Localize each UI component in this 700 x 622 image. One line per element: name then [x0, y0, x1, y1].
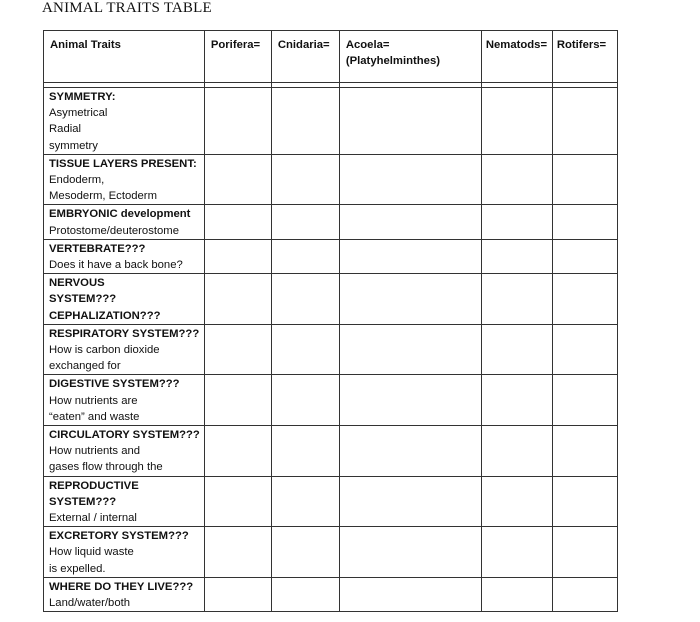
header-nematods: Nematods= [481, 31, 552, 83]
answer-cell-acoela[interactable] [339, 154, 481, 205]
trait-description: Land/water/both [49, 597, 131, 610]
answer-cell-cnidaria[interactable] [271, 527, 339, 578]
trait-description: exchanged for [49, 360, 121, 373]
answer-cell-rotifers[interactable] [552, 426, 617, 477]
trait-label-cell [44, 239, 205, 273]
answer-cell-acoela[interactable] [339, 88, 481, 155]
trait-heading: NERVOUS [49, 277, 105, 290]
answer-cell-porifera[interactable] [204, 324, 271, 375]
trait-label-cell [44, 154, 205, 205]
answer-cell-cnidaria[interactable] [271, 426, 339, 477]
trait-label-cell [44, 324, 205, 375]
trait-description: How nutrients are [49, 394, 138, 407]
answer-cell-nematods[interactable] [481, 274, 552, 325]
trait-description: How liquid waste [49, 546, 134, 559]
trait-description: Protostome/deuterostome [49, 224, 179, 237]
header-cnidaria: Cnidaria= [271, 31, 339, 83]
answer-cell-cnidaria[interactable] [271, 154, 339, 205]
answer-cell-acoela[interactable] [339, 577, 481, 611]
header-row [44, 31, 618, 83]
table-row [44, 205, 618, 239]
trait-label-cell [44, 205, 205, 239]
answer-cell-nematods[interactable] [481, 88, 552, 155]
table-row [44, 274, 618, 325]
trait-label-cell [44, 476, 205, 527]
answer-cell-porifera[interactable] [204, 239, 271, 273]
header-rotifers: Rotifers= [552, 31, 617, 83]
trait-heading: EMBRYONIC development [49, 208, 191, 221]
trait-label-cell [44, 577, 205, 611]
answer-cell-acoela[interactable] [339, 527, 481, 578]
table-row [44, 324, 618, 375]
answer-cell-porifera[interactable] [204, 577, 271, 611]
table-row [44, 426, 618, 477]
answer-cell-rotifers[interactable] [552, 476, 617, 527]
trait-heading: CEPHALIZATION??? [49, 309, 161, 322]
trait-label-cell [44, 527, 205, 578]
answer-cell-nematods[interactable] [481, 476, 552, 527]
answer-cell-rotifers[interactable] [552, 324, 617, 375]
answer-cell-rotifers[interactable] [552, 375, 617, 426]
answer-cell-cnidaria[interactable] [271, 205, 339, 239]
trait-heading: CIRCULATORY SYSTEM??? [49, 429, 200, 442]
table-row [44, 154, 618, 205]
trait-description: gases flow through the [49, 461, 163, 474]
answer-cell-nematods[interactable] [481, 205, 552, 239]
trait-heading: SYSTEM??? [49, 495, 117, 508]
trait-description: Endoderm, [49, 174, 105, 187]
answer-cell-cnidaria[interactable] [271, 577, 339, 611]
answer-cell-rotifers[interactable] [552, 154, 617, 205]
answer-cell-nematods[interactable] [481, 527, 552, 578]
answer-cell-acoela[interactable] [339, 205, 481, 239]
answer-cell-acoela[interactable] [339, 476, 481, 527]
trait-label-cell [44, 375, 205, 426]
trait-heading: EXCRETORY SYSTEM??? [49, 530, 189, 543]
answer-cell-rotifers[interactable] [552, 239, 617, 273]
answer-cell-rotifers[interactable] [552, 88, 617, 155]
answer-cell-nematods[interactable] [481, 239, 552, 273]
table-row [44, 375, 618, 426]
trait-heading: SYMMETRY: [49, 91, 116, 103]
answer-cell-nematods[interactable] [481, 375, 552, 426]
header-porifera: Porifera= [204, 31, 271, 83]
answer-cell-porifera[interactable] [204, 476, 271, 527]
table-row [44, 577, 618, 611]
header-acoela-name: Acoela= [345, 39, 390, 51]
trait-description: symmetry [49, 139, 98, 152]
answer-cell-rotifers[interactable] [552, 527, 617, 578]
header-acoela [339, 31, 481, 83]
trait-description: “eaten” and waste [49, 410, 140, 423]
answer-cell-acoela[interactable] [339, 274, 481, 325]
table-row [44, 88, 618, 155]
trait-heading: DIGESTIVE SYSTEM??? [49, 378, 180, 391]
answer-cell-porifera[interactable] [204, 154, 271, 205]
answer-cell-porifera[interactable] [204, 375, 271, 426]
trait-description: Does it have a back bone? [49, 259, 183, 272]
answer-cell-cnidaria[interactable] [271, 324, 339, 375]
answer-cell-nematods[interactable] [481, 426, 552, 477]
trait-description: is expelled. [49, 562, 106, 575]
trait-description: Asymetrical [49, 107, 108, 120]
trait-heading: WHERE DO THEY LIVE??? [49, 580, 194, 593]
header-animal-traits: Animal Traits [44, 31, 205, 83]
header-acoela-phylum: (Platyhelminthes) [345, 55, 441, 67]
answer-cell-porifera[interactable] [204, 205, 271, 239]
answer-cell-porifera[interactable] [204, 274, 271, 325]
trait-description: How nutrients and [49, 445, 141, 458]
answer-cell-porifera[interactable] [204, 527, 271, 578]
answer-cell-rotifers[interactable] [552, 577, 617, 611]
trait-label-cell [44, 88, 205, 155]
answer-cell-cnidaria[interactable] [271, 88, 339, 155]
answer-cell-acoela[interactable] [339, 426, 481, 477]
trait-description: External / internal [49, 512, 137, 525]
table-row [44, 239, 618, 273]
answer-cell-porifera[interactable] [204, 88, 271, 155]
table-row [44, 527, 618, 578]
answer-cell-nematods[interactable] [481, 324, 552, 375]
answer-cell-porifera[interactable] [204, 426, 271, 477]
trait-heading: VERTEBRATE??? [49, 242, 146, 255]
answer-cell-cnidaria[interactable] [271, 274, 339, 325]
trait-label-cell [44, 426, 205, 477]
answer-cell-cnidaria[interactable] [271, 239, 339, 273]
trait-description: Mesoderm, Ectoderm [49, 190, 157, 203]
answer-cell-acoela[interactable] [339, 239, 481, 273]
trait-description: Radial [49, 123, 82, 136]
answer-cell-nematods[interactable] [481, 577, 552, 611]
animal-traits-table [43, 30, 618, 612]
answer-cell-nematods[interactable] [481, 154, 552, 205]
trait-heading: SYSTEM??? [49, 293, 117, 306]
trait-description: How is carbon dioxide [49, 344, 160, 357]
answer-cell-acoela[interactable] [339, 375, 481, 426]
page-title: ANIMAL TRAITS TABLE [42, 0, 212, 16]
trait-heading: RESPIRATORY SYSTEM??? [49, 327, 200, 340]
trait-heading: REPRODUCTIVE [49, 479, 139, 492]
answer-cell-cnidaria[interactable] [271, 476, 339, 527]
trait-label-cell [44, 274, 205, 325]
answer-cell-rotifers[interactable] [552, 274, 617, 325]
table-row [44, 476, 618, 527]
answer-cell-rotifers[interactable] [552, 205, 617, 239]
answer-cell-acoela[interactable] [339, 324, 481, 375]
answer-cell-cnidaria[interactable] [271, 375, 339, 426]
trait-heading: TISSUE LAYERS PRESENT: [49, 157, 197, 170]
